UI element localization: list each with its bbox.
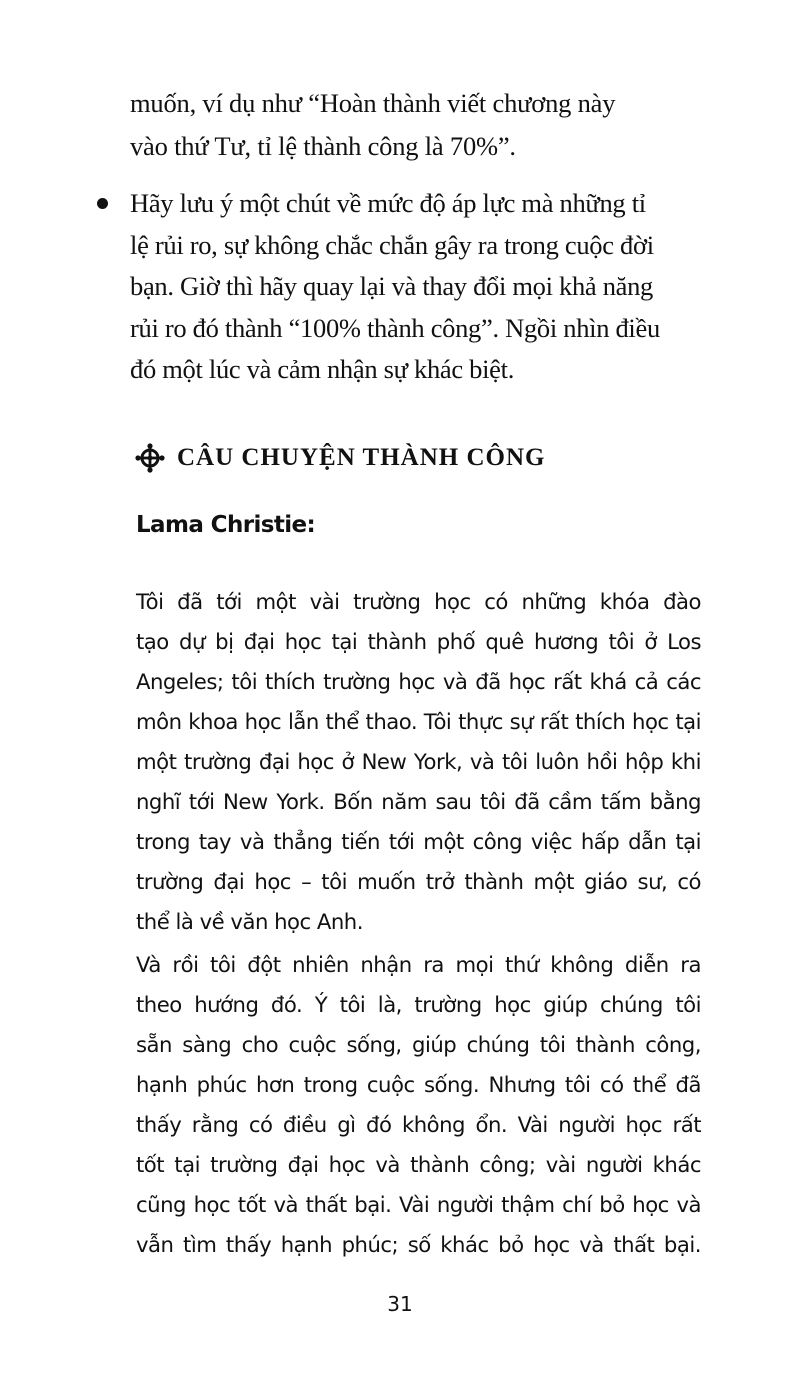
text-line: sẵn sàng cho cuộc sống, giúp chúng tôi thành công,: [136, 1032, 701, 1057]
text-line: Tôi đã tới một vài trường học có những khóa đào: [136, 589, 701, 614]
section-heading: [135, 440, 545, 476]
text-line: bạn. Giờ thì hãy quay lại và thay đổi mọi khả năng: [130, 271, 654, 301]
text-line: vẫn tìm thấy hạnh phúc; số khác bỏ học và thất bại.: [136, 1232, 701, 1257]
text-line: nghĩ tới New York. Bốn năm sau tôi đã cầm tấm bằng: [136, 789, 701, 814]
text-line: hạnh phúc hơn trong cuộc sống. Nhưng tôi có thể đã: [136, 1072, 701, 1097]
text-line: theo hướng đó. Ý tôi là, trường học giúp chúng tôi: [136, 992, 701, 1017]
ornament-cross-icon: [135, 443, 165, 473]
text-line: môn khoa học lẫn thể thao. Tôi thực sự rất thích học tại: [136, 709, 701, 734]
text-line: trong tay và thẳng tiến tới một công việc hấp dẫn tại: [136, 829, 701, 854]
text-line: Và rồi tôi đột nhiên nhận ra mọi thứ không diễn ra: [136, 952, 701, 977]
text-line: rủi ro đó thành “100% thành công”. Ngồi nhìn điều: [130, 312, 660, 343]
text-line: thể là về văn học Anh.: [136, 909, 363, 934]
text-line: vào thứ Tư, tỉ lệ thành công là 70%”.: [130, 131, 516, 161]
bullet-list-item: [130, 183, 710, 391]
text-line: thấy rằng có điều gì đó không ổn. Vài người học rất: [136, 1112, 701, 1137]
text-line: Hãy lưu ý một chút về mức độ áp lực mà những tỉ: [130, 188, 646, 218]
text-line: đó một lúc và cảm nhận sự khác biệt.: [130, 354, 515, 384]
text-line: lệ rủi ro, sự không chắc chắn gây ra trong cuộc đời: [130, 229, 654, 260]
text-line: tốt tại trường đại học và thành công; vài người khác: [136, 1152, 701, 1177]
intro-text: [130, 82, 705, 168]
text-line: trường đại học – tôi muốn trở thành một giáo sư, có: [136, 869, 701, 894]
paragraph: [136, 582, 701, 942]
paragraph: [136, 945, 701, 1265]
text-line: cũng học tốt và thất bại. Vài người thậm chí bỏ học và: [136, 1192, 701, 1217]
section-title: CÂU CHUYỆN THÀNH CÔNG: [177, 444, 546, 471]
page-number: 31: [387, 1292, 413, 1316]
text-line: muốn, ví dụ như “Hoàn thành viết chương này: [130, 88, 616, 118]
bullet-dot-icon: [97, 198, 108, 209]
text-line: Angeles; tôi thích trường học và đã học rất khá cả các: [136, 669, 701, 694]
speaker-name: Lama Christie:: [136, 512, 316, 538]
text-line: tạo dự bị đại học tại thành phố quê hương tôi ở Los: [136, 629, 701, 654]
text-line: một trường đại học ở New York, và tôi luôn hồi hộp khi: [136, 749, 701, 774]
